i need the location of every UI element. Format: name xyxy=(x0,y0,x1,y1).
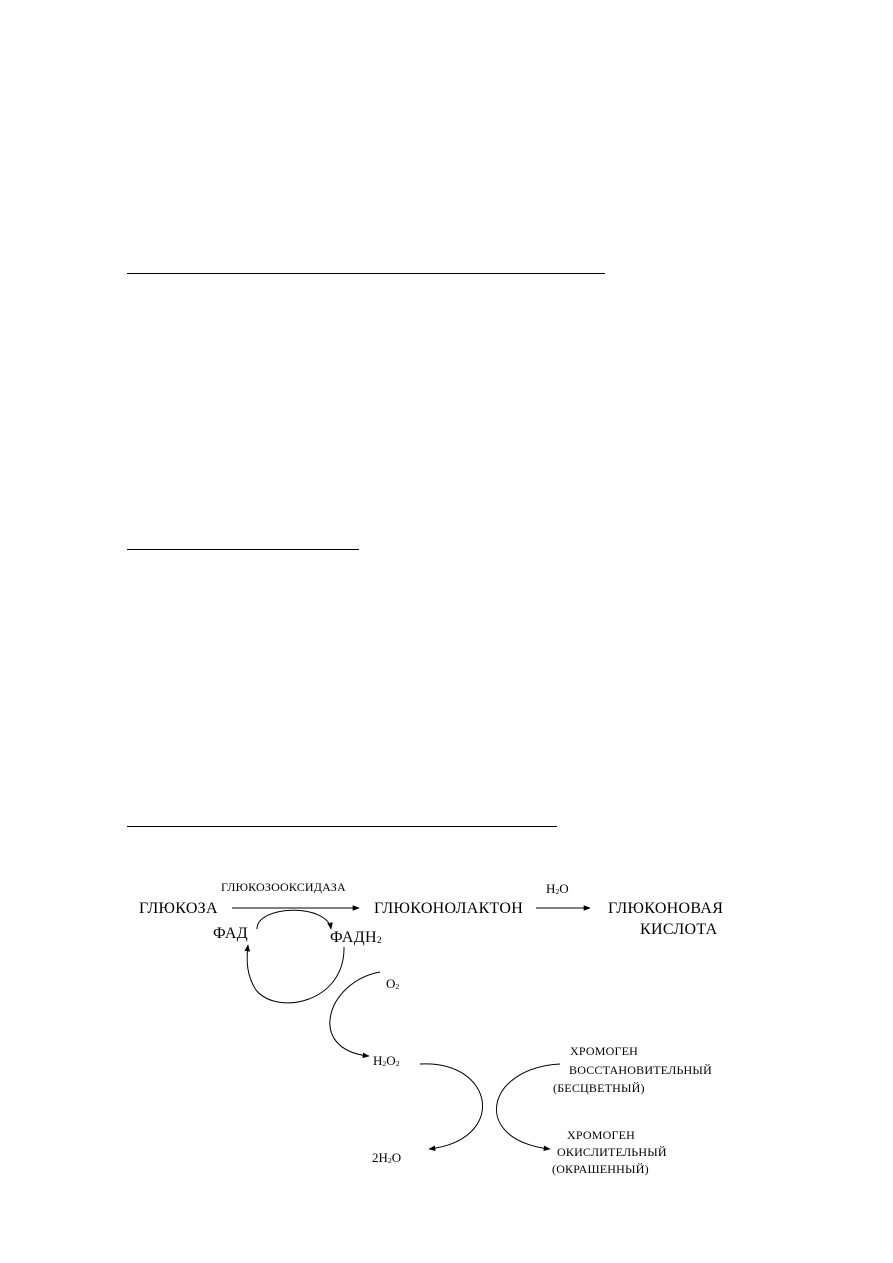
gluconolactone-label: ГЛЮКОНОЛАКТОН xyxy=(374,900,524,917)
glucose-label: ГЛЮКОЗА xyxy=(139,900,218,917)
chromogen-oxidized-line3: (ОКРАШЕННЫЙ) xyxy=(552,1162,649,1176)
arc-fad-to-fadh2 xyxy=(257,910,331,929)
water-label: $H_2O$ xyxy=(546,881,569,896)
arc-h2o2-to-2h2o xyxy=(420,1064,483,1149)
enzyme-label: ГЛЮКОЗООКСИДАЗА xyxy=(221,880,346,894)
chromogen-reduced-line2: ВОССТАНОВИТЕЛЬНЫЙ xyxy=(569,1063,712,1077)
gluconic-acid-line2: КИСЛОТА xyxy=(640,921,718,938)
o2-label: $O_2$ xyxy=(386,976,400,991)
arc-o2-to-h2o2 xyxy=(330,972,380,1056)
chromogen-oxidized-line2: ОКИСЛИТЕЛЬНЫЙ xyxy=(557,1145,667,1159)
fadh2-label: $ФАДН_2$ xyxy=(330,929,382,946)
two-h2o-label: $2H_2O$ xyxy=(372,1150,402,1165)
arc-chromogen-red-to-ox xyxy=(496,1064,560,1149)
chromogen-oxidized-line1: ХРОМОГЕН xyxy=(567,1128,636,1142)
chromogen-reduced-line3: (БЕСЦВЕТНЫЙ) xyxy=(553,1081,645,1095)
h2o2-label: $H_2O_2$ xyxy=(373,1053,400,1068)
arc-fadh2-to-fad xyxy=(247,945,344,1003)
chromogen-reduced-line1: ХРОМОГЕН xyxy=(570,1044,639,1058)
gluconic-acid-line1: ГЛЮКОНОВАЯ xyxy=(608,900,724,917)
fad-label: ФАД xyxy=(213,925,249,942)
